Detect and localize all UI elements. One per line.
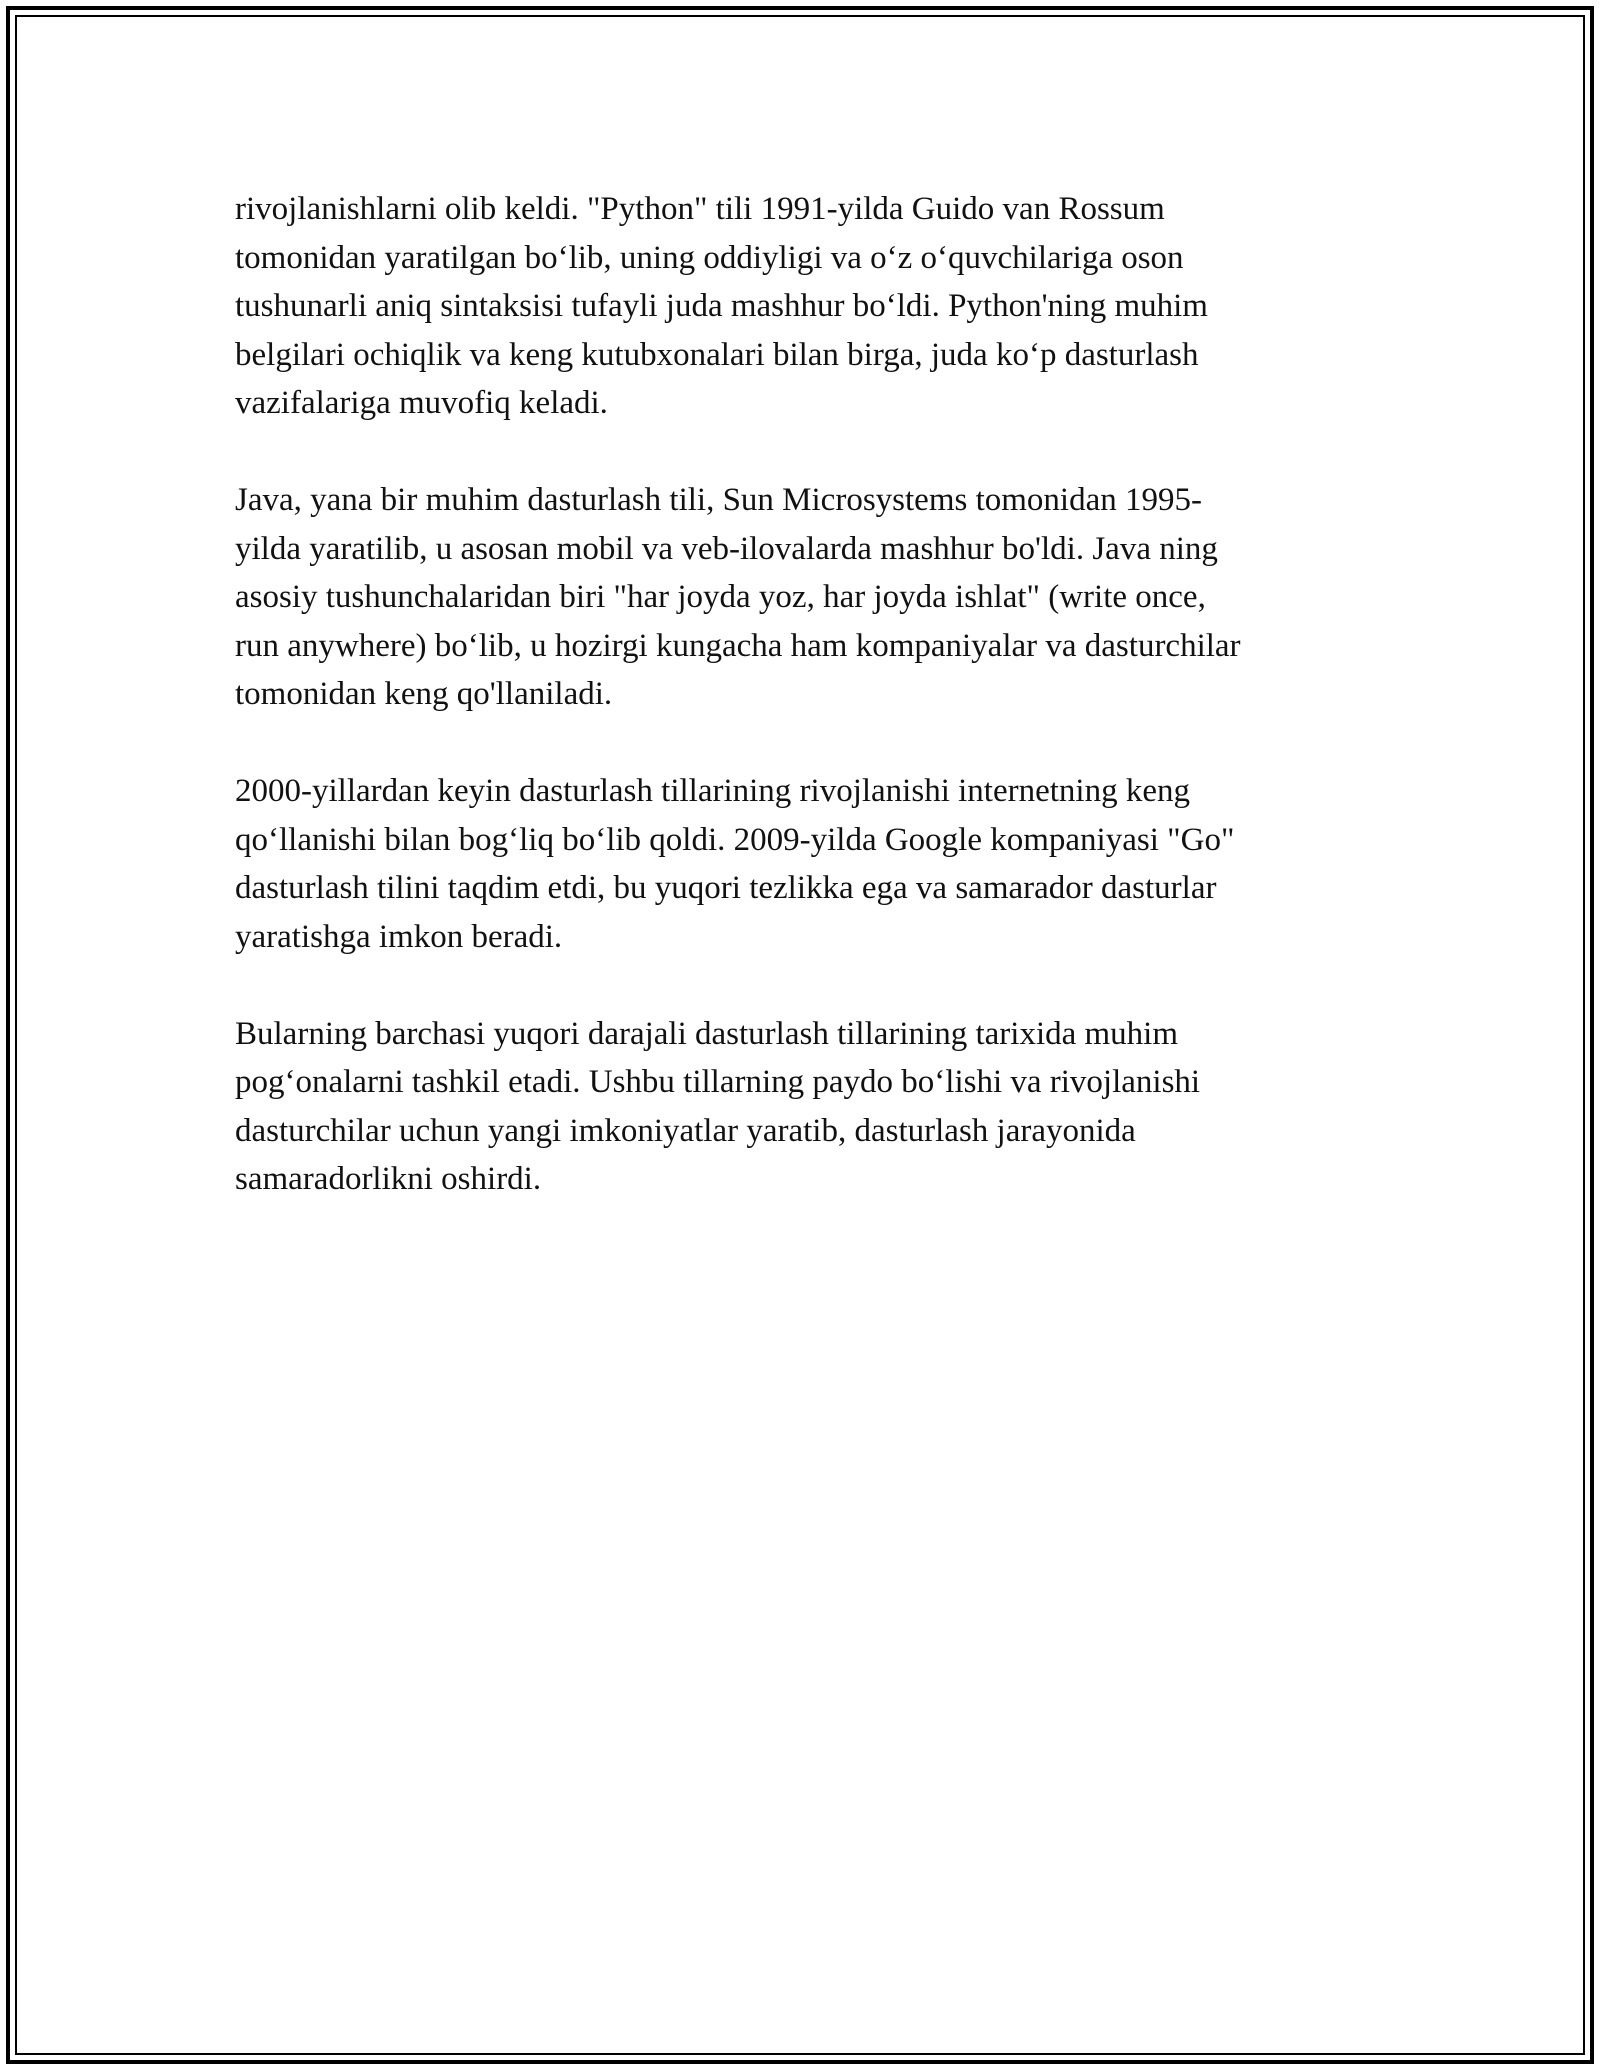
text-line: vazifalariga muvofiq keladi.: [235, 385, 608, 421]
paragraph-python: [235, 185, 1375, 428]
text-line: tomonidan yaratilgan bo‘lib, uning oddiyligi va o‘z o‘quvchilariga oson: [235, 239, 1184, 276]
text-line: samaradorlikni oshirdi.: [235, 1161, 542, 1197]
text-line: yaratishga imkon beradi.: [235, 918, 563, 955]
text-line: rivojlanishlarni olib keldi. "Python" tili 1991-yilda Guido van Rossum: [235, 191, 1165, 227]
text-line: dasturchilar uchun yangi imkoniyatlar yaratib, dasturlash jarayonida: [235, 1112, 1136, 1149]
paragraph-java: [235, 476, 1375, 719]
text-line: Bularning barchasi yuqori darajali dasturlash tillarining tarixida muhim: [235, 1015, 1179, 1052]
text-line: Java, yana bir muhim dasturlash tili, Sun Microsystems tomonidan 1995-: [235, 482, 1202, 518]
text-line: tushunarli aniq sintaksisi tufayli juda mashhur bo‘ldi. Python'ning muhim: [235, 288, 1208, 324]
text-line: 2000-yillardan keyin dasturlash tillarining rivojlanishi internetning keng: [235, 773, 1190, 809]
text-line: run anywhere) bo‘lib, u hozirgi kungacha ham kompaniyalar va dasturchilar: [235, 627, 1241, 664]
text-line: pog‘onalarni tashkil etadi. Ushbu tillarning paydo bo‘lishi va rivojlanishi: [235, 1064, 1201, 1100]
text-line: dasturlash tilini taqdim etdi, bu yuqori tezlikka ega va samarador dasturlar: [235, 870, 1217, 906]
text-line: tomonidan keng qo'llaniladi.: [235, 676, 613, 712]
paragraph-conclusion: [235, 1010, 1375, 1204]
document-body: [235, 185, 1375, 1252]
text-line: qo‘llanishi bilan bog‘liq bo‘lib qoldi. 2009-yilda Google kompaniyasi "Go": [235, 821, 1235, 858]
paragraph-go: [235, 767, 1375, 961]
text-line: belgilari ochiqlik va keng kutubxonalari bilan birga, juda ko‘p dasturlash: [235, 336, 1199, 373]
text-line: asosiy tushunchalaridan biri "har joyda yoz, har joyda ishlat" (write once,: [235, 579, 1206, 615]
text-line: yilda yaratilib, u asosan mobil va veb-ilovalarda mashhur bo'ldi. Java ning: [235, 530, 1218, 567]
